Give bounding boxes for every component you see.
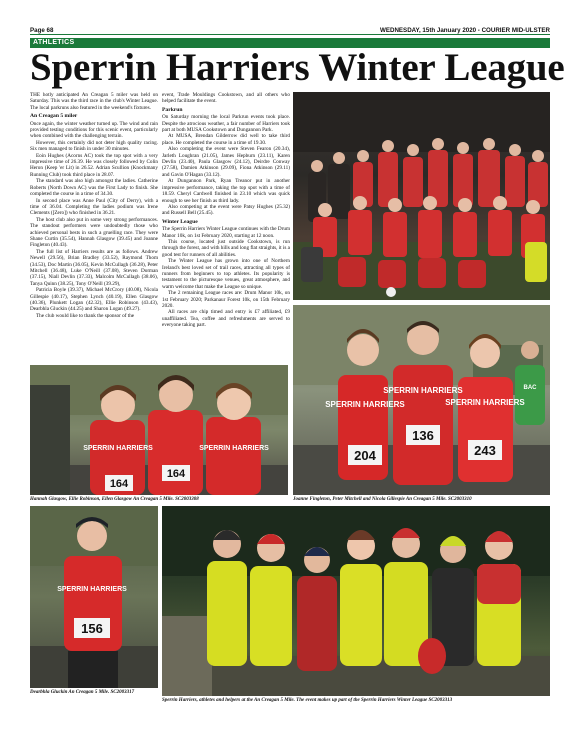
issue-date: WEDNESDAY, 15th January 2020 - COURIER MID-ULSTER — [380, 27, 550, 34]
paragraph: Patricia Boyle (39.37), Michael McCrory (40.08), Nicola Gillespie (40.17), Stephen Lynch (40.19), Ellen Glasgow (40.36), Plunkett Logan (42.32), Ellie Robinson (43.43), Dearbhla Gluckin (44.25) and Sharon Logan (49.27). — [30, 287, 158, 313]
paragraph: All races are chip timed and entry is £7 affiliated, £9 unaffiliated. Tea, coffee and refreshments are served to everyone taking part. — [162, 309, 290, 329]
vest-text: SPERRIN HARRIERS — [83, 445, 153, 452]
race-bib: 164 — [166, 468, 186, 480]
vest-text: SPERRIN HARRIERS — [57, 586, 127, 593]
paragraph: The club would like to thank the sponsor of the — [36, 312, 135, 319]
paragraph: Also competing at the event were Patsy Hughes (25.32) and Russell Bell (25.45). — [162, 203, 290, 217]
intro-paragraph: THE hotly anticipated An Creagan 5 miler was held on Saturday. This was the third race in the club's Winter League. The local parkruns also featured in the weekend's fixtures. — [30, 92, 158, 111]
page-number: Page 68 — [30, 27, 54, 34]
runner-photo-single — [30, 506, 158, 688]
race-bib: 204 — [354, 448, 376, 463]
paragraph: The Winter League has grown into one of Northern Ireland's best loved set of trail races, attracting all types of runners from beginners to top athletes. Its popularity is testament to the picturesque venues, great atmosphere, and warm welcome that make the League so unique. — [162, 258, 290, 290]
photo-caption: Sperrin Harriers, athletes and helpers at the An Creagan 5 Mile. The event makes up part of the Sperrin Harriers Winter League SC2003313 — [162, 698, 453, 703]
vest-text: SPERRIN HARRIERS — [325, 400, 405, 409]
headline: Sperrin Harriers Winter League — [30, 46, 565, 89]
page-header — [30, 25, 550, 37]
race-bib: 164 — [109, 478, 129, 490]
section-label: ATHLETICS — [33, 39, 75, 46]
race-bib: 243 — [474, 443, 496, 458]
helpers-photo — [162, 506, 550, 696]
race-bib: 156 — [81, 621, 103, 636]
paragraph: The host club also put in some very strong performances. The standout performers were undoubtedly those who achieved personal bests in such a gruelling race. They were Shane Curtin (35.54), Hannah Glasgow (39.45) and Joanne Fingleton (40.43). — [30, 216, 158, 249]
photo-caption: Dearbhla Gluckin An Creagan 5 Mile. SC2003317 — [30, 690, 135, 695]
helpers-photo-art — [162, 506, 550, 696]
paragraph: The full list of Harriers results are as follows. Andrew Newell (29.56), Brian Bradley (33.52), Raymond Thom (34.53), Doc Martin (36.05), Kevin McCullagh (36.28), Peter Mitchell (36.48), Luke O'Neill (37.08), Steven Dorman (37.15), Niall Devlin (37.33), Malcolm McCullagh (38.06), Tanya Quinn (38.25), Tony O'Neill (39.29), — [30, 248, 158, 287]
group-photo-art — [293, 92, 550, 300]
paragraph: On Saturday morning the local Parkrun events took place. Despite the atrocious weather, a fair number of Harriers took part at both MUSA Cookstown and Dungannon Park. — [162, 114, 290, 134]
vest-text: SPERRIN HARRIERS — [383, 386, 463, 395]
photo-caption: Joanne Fingleton, Peter Mitchell and Nicola Gillespie An Creagan 5 Mile. SC2003310 — [293, 497, 472, 502]
runners-photo-three — [293, 305, 550, 495]
subheading: Winter League — [162, 218, 198, 225]
subheading: An Creagan 5 miler — [30, 113, 78, 120]
paragraph: At MUSA, Brendan Gilderrow did well to take third place. He completed the course in a time of 19.30. — [162, 133, 290, 146]
paragraph: The Sperrin Harriers Winter League continues with the Drum Manor 10k, on 1st February 2020, starting at 12 noon. — [162, 226, 290, 239]
paragraph: Eoin Hughes (Acorns AC) took the top spot with a very impressive time of 26.39. He was closely followed by Colin Heron (Keep 'er Lit) in 26.52. Adrian Scullion (Knockmany Running Club) took third place in 28.07. — [30, 152, 158, 178]
article-column-1 — [30, 92, 158, 319]
paragraph: At Dungannon Park, Ryan Treanor put in another impressive performance, taking the top spot with a time of 18.59. Cheryl Cardwell finished in 23.10 which was quick enough to see her finish as third lady. — [162, 178, 290, 204]
paragraph: Once again, the winter weather turned up. The wind and rain provided testing conditions for this scenic event, particularly when combined with the challenging terrain. — [30, 120, 158, 140]
paragraph: event, Trade Mouldings Cookstown, and all others who helped facilitate the event. — [162, 92, 290, 105]
subheading: Parkrun — [162, 106, 183, 113]
runner-photo-single-art — [30, 506, 158, 688]
vest-text: SPERRIN HARRIERS — [199, 445, 269, 452]
paragraph: However, this certainly did not deter high quality racing. Six men managed to finish in under 30 minutes. — [30, 139, 158, 153]
article-column-2 — [162, 92, 290, 329]
photo-caption: Hannah Glasgow, Ellie Robinson, Ellen Glasgow An Creagan 5 Mile. SC2003308 — [30, 497, 199, 502]
group-photo — [293, 92, 550, 300]
paragraph: In second place was Anne Paul (City of Derry), with a time of 36.04. Completing the ladies podium was Irene Clements ([Zero]) who finished in 36.21. — [30, 197, 158, 217]
paragraph: The standard was also high amongst the ladies. Catherine Roberts (North Down AC) was the First Lady to finish. She completed the course in a time of 34.30. — [30, 178, 158, 198]
runners-photo-three-women-art — [30, 365, 288, 495]
header-rule — [30, 34, 550, 35]
race-bib: 136 — [412, 428, 434, 443]
paragraph: This course, located just outside Cookstown, is run through the forest, and with hills and long flat straights, it is a good test for runners of all abilities. — [162, 238, 290, 258]
vest-text: SPERRIN HARRIERS — [445, 398, 525, 407]
paragraph: The 2 remaining League races are: Drum Manor 10k, on 1st February 2020; Parkanaur Forest 10k, on 15th February 2020. — [162, 290, 290, 309]
runners-photo-three-women — [30, 365, 288, 495]
vest-text-bac: BAC — [523, 385, 537, 391]
paragraph: Also completing the event were Steven Fearon (20.34), Jarleth Loughran (21.05), James Hepburn (23.11), Karen Devlin (23.40), Paula Glasgow (24.12), Deirdre Conway (27.58), Damien Atkinson (29.09), Fiona Atkinson (29.11) and Gavin O'Hagan (33.12). — [162, 146, 290, 178]
runners-photo-three-art — [293, 305, 550, 495]
